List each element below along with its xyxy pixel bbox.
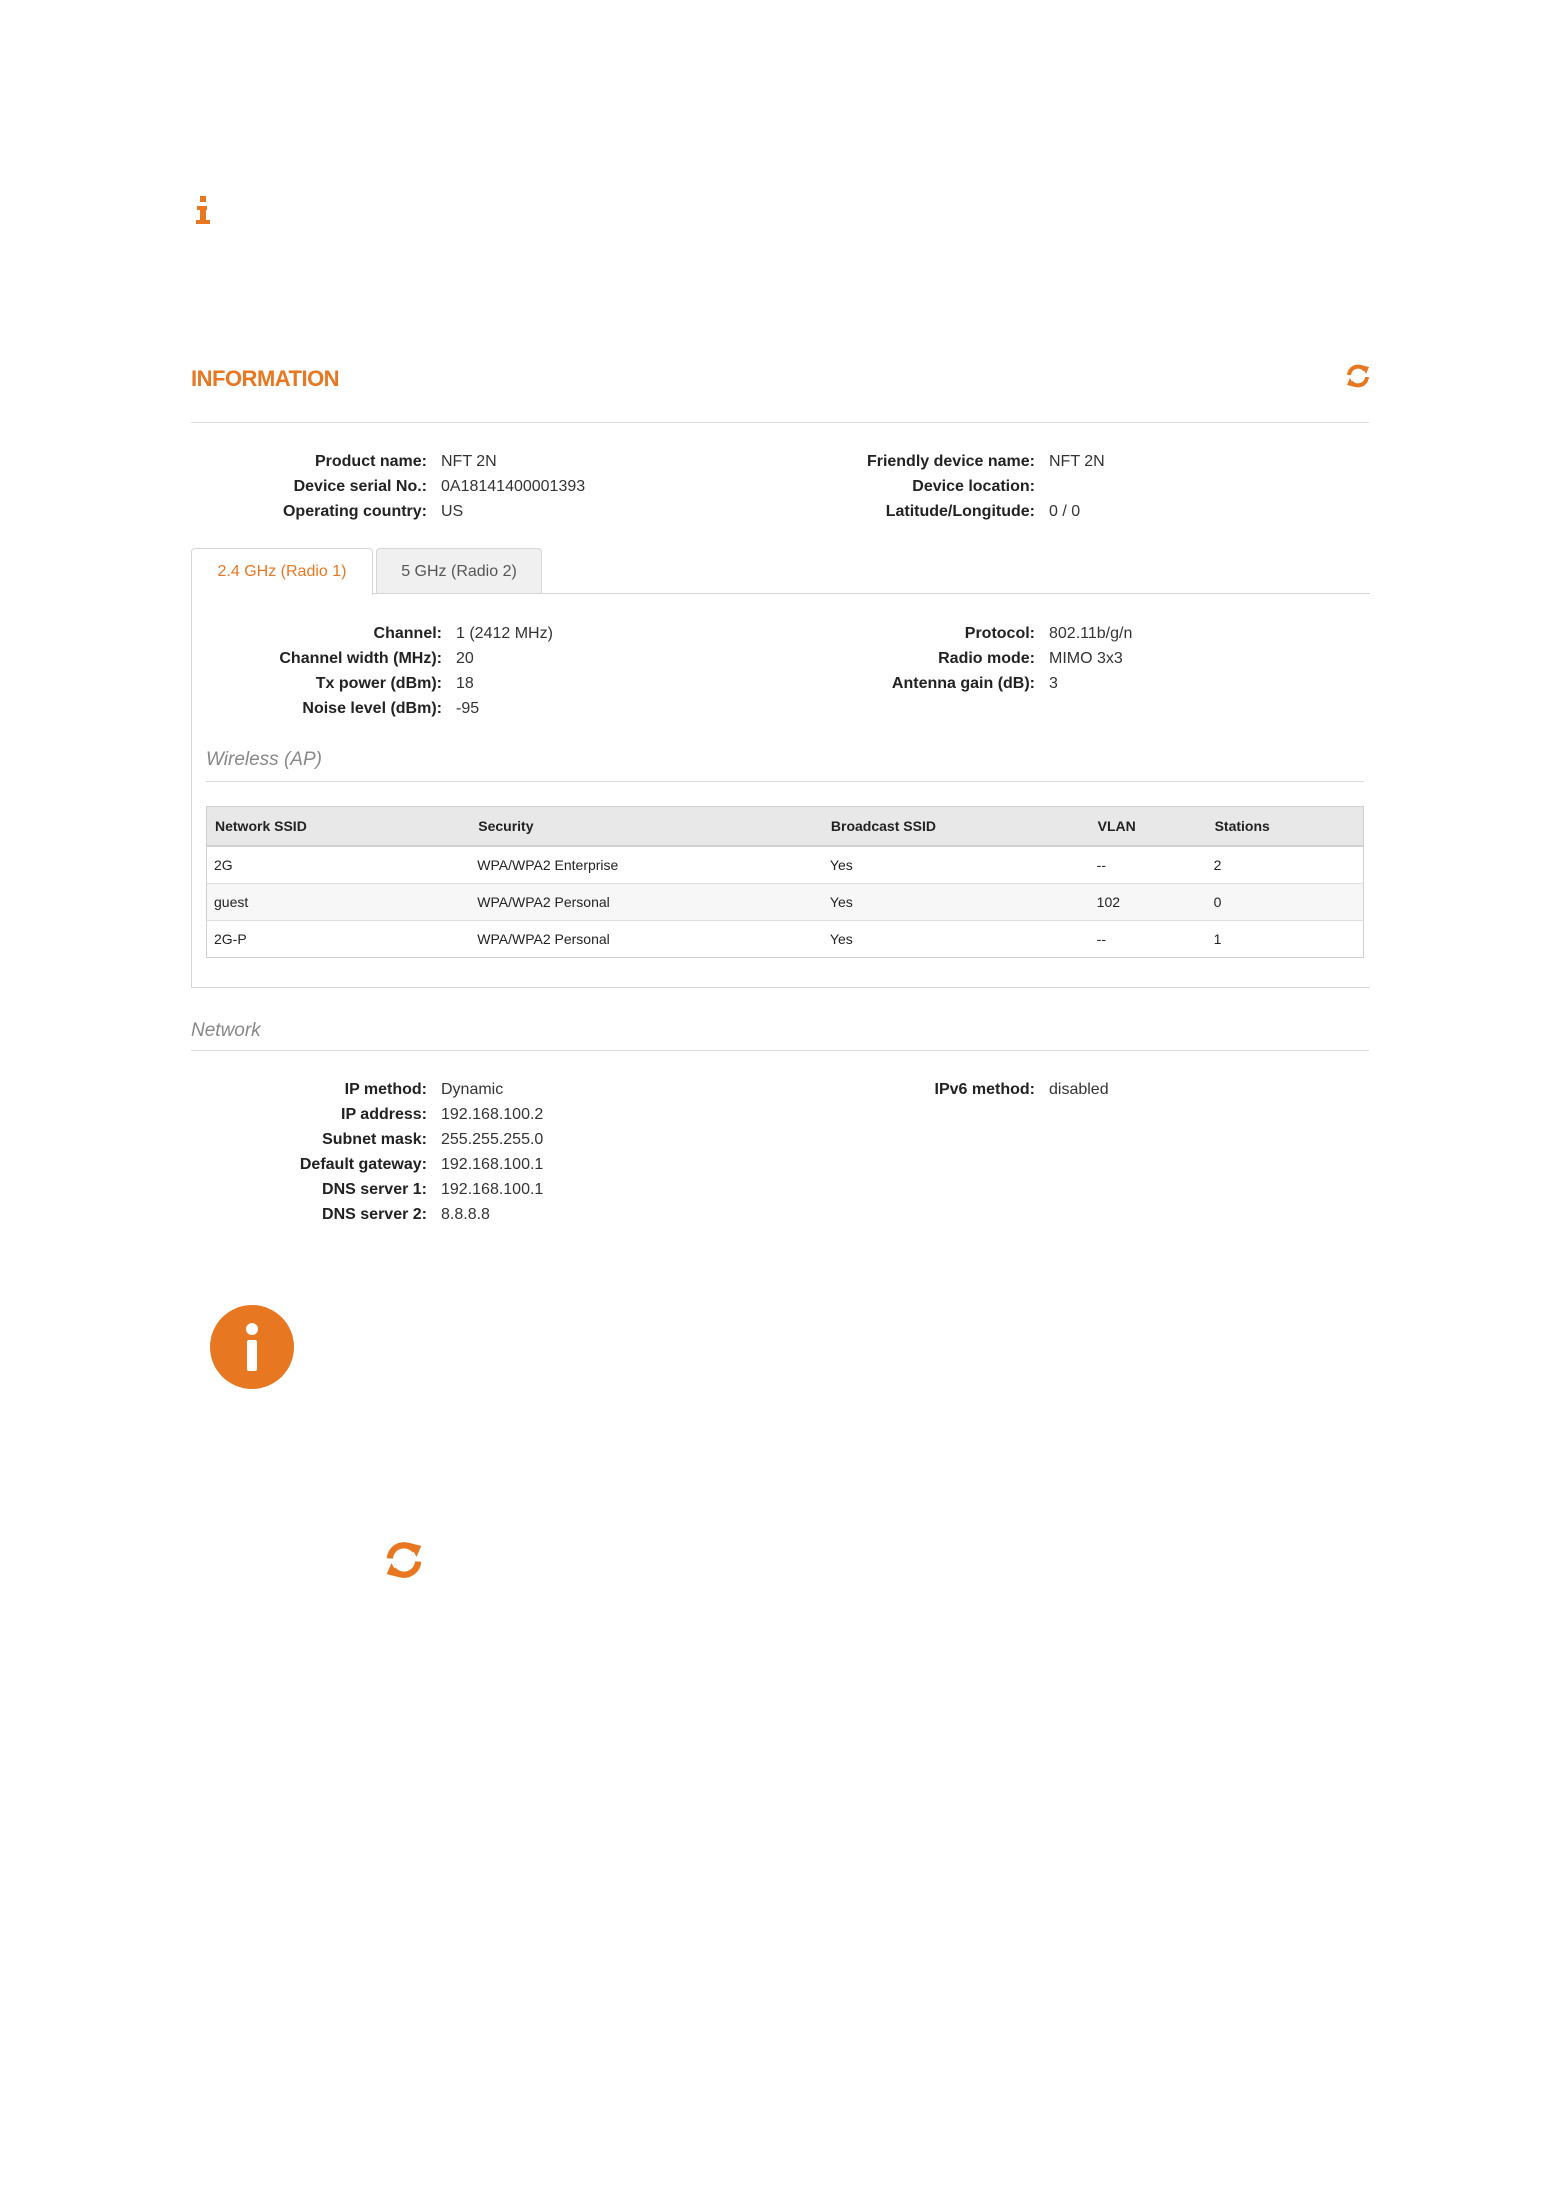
wireless-section-title: Wireless (AP) — [206, 749, 322, 770]
field-value: 20 — [456, 650, 474, 667]
field-label: Radio mode: — [938, 650, 1035, 667]
column-header: Broadcast SSID — [823, 807, 1090, 847]
table-cell: Yes — [823, 846, 1090, 884]
info-row — [200, 1152, 543, 1177]
info-row — [800, 474, 1105, 499]
info-row — [200, 696, 553, 721]
info-row — [200, 1102, 543, 1127]
field-label: Channel: — [373, 625, 442, 642]
field-value: 192.168.100.2 — [441, 1106, 544, 1123]
info-row — [200, 449, 585, 474]
field-value — [1035, 474, 1049, 499]
network-info-right — [800, 1077, 1109, 1102]
field-value: NFT 2N — [1049, 453, 1105, 470]
field-value: disabled — [1049, 1081, 1109, 1098]
field-label: IP method: — [344, 1081, 427, 1098]
info-row — [200, 1202, 543, 1227]
info-row — [200, 621, 553, 646]
field-label: Latitude/Longitude: — [885, 503, 1035, 520]
field-label: Protocol: — [964, 625, 1035, 642]
info-row — [200, 1177, 543, 1202]
column-header: VLAN — [1090, 807, 1207, 847]
field-value: 18 — [456, 675, 474, 692]
field-label: Product name: — [314, 453, 427, 470]
info-row — [800, 449, 1105, 474]
info-row — [200, 1077, 543, 1102]
tab-radio-1[interactable]: 2.4 GHz (Radio 1) — [191, 548, 373, 595]
info-icon — [195, 196, 211, 226]
table-cell: Yes — [823, 921, 1090, 958]
network-section-title: Network — [191, 1020, 261, 1041]
field-label: Operating country: — [282, 503, 427, 520]
field-value: -95 — [456, 700, 480, 717]
column-header: Security — [470, 807, 823, 847]
info-row — [800, 621, 1132, 646]
field-label: DNS server 1: — [322, 1181, 427, 1198]
field-label: Tx power (dBm): — [315, 675, 442, 692]
field-label: Antenna gain (dB): — [891, 675, 1035, 692]
table-cell: Yes — [823, 884, 1090, 921]
table-cell: WPA/WPA2 Enterprise — [470, 846, 823, 884]
field-value: US — [441, 503, 464, 520]
tab-radio-2[interactable]: 5 GHz (Radio 2) — [376, 548, 542, 594]
field-value: 255.255.255.0 — [441, 1131, 544, 1148]
info-row — [800, 499, 1105, 524]
page-title: INFORMATION — [191, 366, 340, 391]
info-row — [200, 499, 585, 524]
table-cell: 0 — [1207, 884, 1364, 921]
field-label: Friendly device name: — [866, 453, 1035, 470]
table-row — [207, 884, 1364, 921]
info-circle-icon — [210, 1305, 294, 1389]
field-value: 192.168.100.1 — [441, 1181, 544, 1198]
table-cell: -- — [1090, 846, 1207, 884]
field-value: 1 (2412 MHz) — [456, 625, 553, 642]
info-row — [200, 1127, 543, 1152]
wireless-table — [206, 806, 1364, 958]
table-row — [207, 846, 1364, 884]
info-row — [200, 474, 585, 499]
device-info-left — [200, 449, 585, 524]
field-value: NFT 2N — [441, 453, 497, 470]
table-cell: WPA/WPA2 Personal — [470, 884, 823, 921]
table-cell: 1 — [1207, 921, 1364, 958]
field-label: Channel width (MHz): — [279, 650, 442, 667]
table-cell: 2G-P — [207, 921, 471, 958]
radio-info-right — [800, 621, 1132, 696]
field-label: Device serial No.: — [293, 478, 427, 495]
table-cell: 2G — [207, 846, 471, 884]
field-value: 3 — [1049, 675, 1058, 692]
info-row — [800, 1077, 1109, 1102]
field-label: IPv6 method: — [934, 1081, 1035, 1098]
field-value: Dynamic — [441, 1081, 504, 1098]
field-value: MIMO 3x3 — [1049, 650, 1123, 667]
field-label: Subnet mask: — [322, 1131, 427, 1148]
info-row — [200, 646, 553, 671]
wireless-divider — [206, 781, 1364, 782]
column-header: Network SSID — [207, 807, 471, 847]
field-label: IP address: — [341, 1106, 427, 1123]
device-info-right — [800, 449, 1105, 524]
info-row — [800, 671, 1132, 696]
info-glyph — [210, 1305, 294, 1389]
title-divider — [191, 422, 1369, 423]
table-header-row — [207, 807, 1364, 847]
info-row — [200, 671, 553, 696]
field-label: Default gateway: — [299, 1156, 427, 1173]
network-info-left — [200, 1077, 543, 1227]
network-divider — [191, 1050, 1369, 1051]
table-cell: 2 — [1207, 846, 1364, 884]
refresh-icon[interactable] — [382, 1538, 426, 1582]
radio-info-left — [200, 621, 553, 721]
table-cell: guest — [207, 884, 471, 921]
column-header: Stations — [1207, 807, 1364, 847]
field-value: 802.11b/g/n — [1049, 625, 1133, 642]
field-label: DNS server 2: — [322, 1206, 427, 1223]
field-value: 8.8.8.8 — [441, 1206, 490, 1223]
refresh-icon[interactable] — [1344, 362, 1372, 390]
field-value: 0A18141400001393 — [441, 478, 586, 495]
table-cell: -- — [1090, 921, 1207, 958]
table-cell: 102 — [1090, 884, 1207, 921]
field-label: Noise level (dBm): — [302, 700, 442, 717]
field-label: Device location: — [912, 478, 1035, 495]
info-row — [800, 646, 1132, 671]
table-cell: WPA/WPA2 Personal — [470, 921, 823, 958]
field-value: 192.168.100.1 — [441, 1156, 544, 1173]
table-row — [207, 921, 1364, 958]
field-value: 0 / 0 — [1049, 503, 1081, 520]
